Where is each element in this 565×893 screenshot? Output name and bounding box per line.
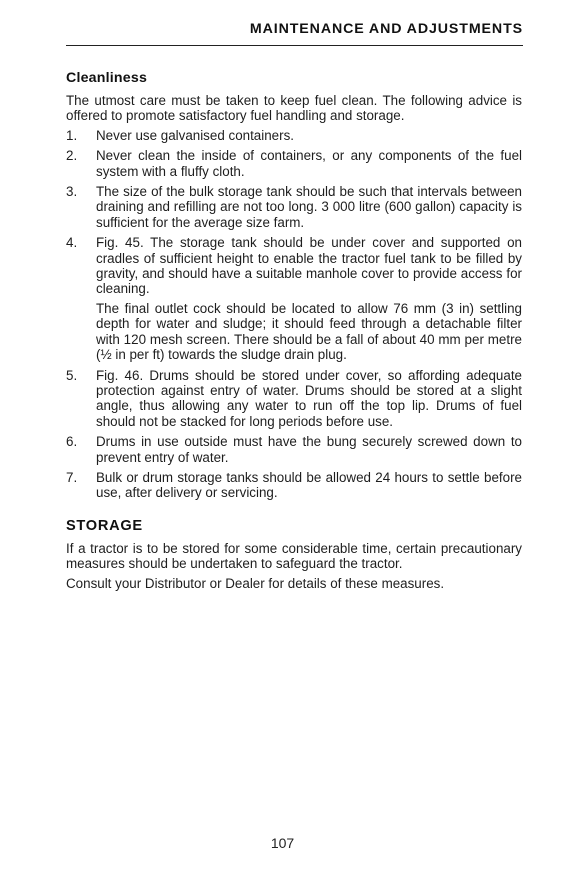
list-item-number: 7. [66,469,78,485]
page-number: 107 [270,835,295,851]
list-item [66,434,522,465]
list-item-text: Fig. 46. Drums should be stored under cover, so affording adequate protection against entry of water. Drums should be stored at a slight angle, thus allowing any water to run off the top lip. Drums of fuel should not be stacked for long periods before use. [96,367,522,429]
list-item-number: 3. [66,184,78,200]
list-item-number: 4. [66,235,78,251]
cleanliness-intro: The utmost care must be taken to keep fuel clean. The following advice is offered to promote satisfactory fuel handling and storage. [66,93,522,124]
list-item-text: Drums in use outside must have the bung securely screwed down to prevent entry of water. [96,434,522,465]
cleanliness-heading: Cleanliness [66,70,148,86]
list-item [66,148,522,179]
list-item-text: The size of the bulk storage tank should be such that intervals between draining and refilling are not too long. 3 000 litre (600 gallon) capacity is sufficient for the average size farm. [96,184,522,230]
list-item-number: 2. [66,148,78,164]
list-item [66,368,522,430]
list-item-number: 6. [66,434,78,450]
storage-heading: STORAGE [66,517,143,534]
list-item-continuation: The final outlet cock should be located to allow 76 mm (3 in) settling depth for water and sludge; it should feed through a detachable filter with 120 mesh screen. There should be a fall of about 40 mm per metre (½ in per ft) towards the sludge drain plug. [96,300,522,363]
list-item-number: 5. [66,367,78,383]
list-item [66,128,522,143]
storage-paragraph: Consult your Distributor or Dealer for details of these measures. [66,575,445,591]
list-item-number: 1. [66,127,78,143]
page-body [66,69,522,595]
header-rule [66,45,523,46]
list-item-text: Never clean the inside of containers, or any components of the fuel system with a fluffy cloth. [96,148,522,179]
cleanliness-list [66,128,522,501]
list-item-text: Fig. 45. The storage tank should be under cover and supported on cradles of sufficient height to enable the tractor fuel tank to be filled by gravity, and should have a suitable manhole cover to provide access for cleaning. [96,235,522,297]
list-item [66,470,522,501]
list-item [66,184,522,230]
storage-paragraph: If a tractor is to be stored for some considerable time, certain precautionary measures should be undertaken to safeguard the tractor. [66,540,522,572]
list-item [66,235,522,362]
running-header-title: MAINTENANCE AND ADJUSTMENTS [249,21,523,37]
list-item-text: Bulk or drum storage tanks should be allowed 24 hours to settle before use, after delivery or servicing. [96,469,522,501]
list-item-text: Never use galvanised containers. [96,127,294,143]
